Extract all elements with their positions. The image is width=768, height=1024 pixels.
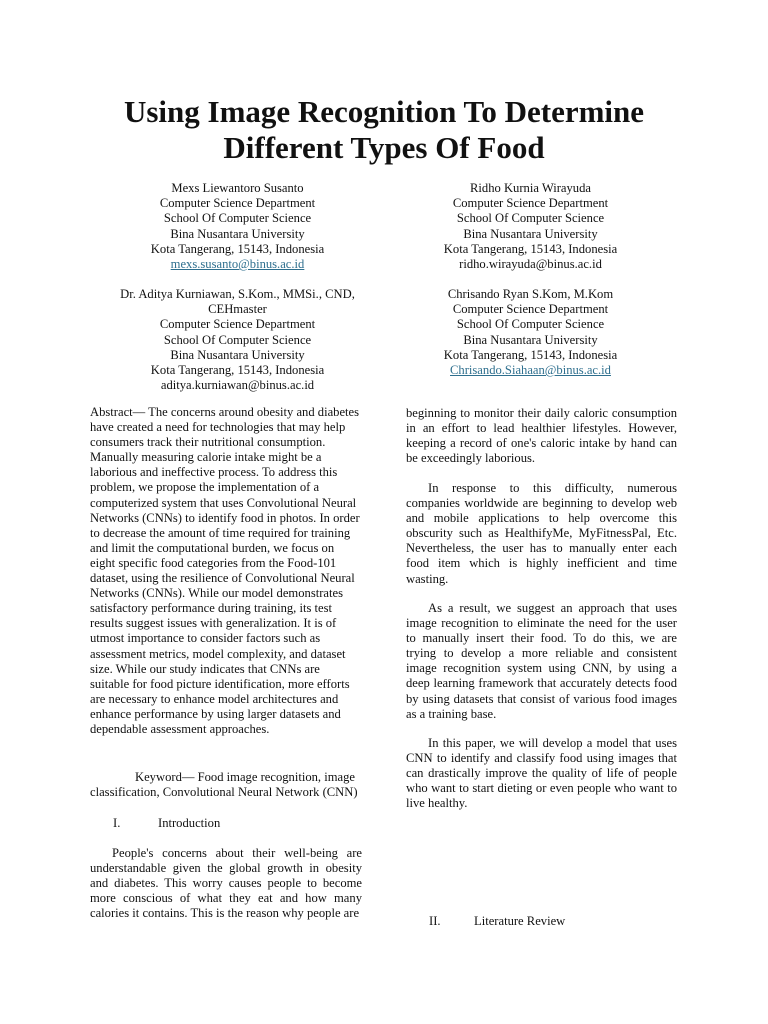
author-department: Computer Science Department <box>159 317 316 332</box>
author-address: Kota Tangerang, 15143, Indonesia <box>150 363 325 378</box>
title-line-1: Using Image Recognition To Determine <box>123 94 645 129</box>
intro-paragraph-3 <box>406 601 677 722</box>
author-university: Bina Nusantara University <box>170 226 305 241</box>
author-block-4 <box>408 287 653 378</box>
author-school: School Of Computer Science <box>163 332 312 347</box>
author-department: Computer Science Department <box>452 196 609 211</box>
author-address: Kota Tangerang, 15143, Indonesia <box>443 347 618 362</box>
keywords <box>90 770 362 800</box>
author-block-1 <box>115 181 360 272</box>
intro-paragraph-1 <box>90 846 362 921</box>
author-school: School Of Computer Science <box>456 211 605 226</box>
author-name: Mexs Liewantoro Susanto <box>171 181 304 195</box>
author-block-3 <box>105 287 370 393</box>
section-title: Introduction <box>158 816 221 830</box>
author-email: ridho.wirayuda@binus.ac.id <box>459 257 602 272</box>
author-name: Ridho Kurnia Wirayuda <box>470 181 591 195</box>
author-school: School Of Computer Science <box>456 317 605 332</box>
keywords-text: Keyword— Food image recognition, image classification, Convolutional Neural Network (CNN) <box>90 770 358 800</box>
author-address: Kota Tangerang, 15143, Indonesia <box>150 241 325 256</box>
author-email-link[interactable]: mexs.susanto@binus.ac.id <box>170 257 305 272</box>
section-heading-introduction <box>113 816 220 831</box>
paragraph-text: In response to this difficulty, numerous companies worldwide are beginning to develop web and mobile applications to help overcome this obscurity such as HealthifyMe, MyFitnessPal, Etc. Nevertheless, the user has to manually enter each food item which is highly inefficient and time wasting. <box>406 481 677 586</box>
author-name: Chrisando Ryan S.Kom, M.Kom <box>447 287 614 301</box>
intro-paragraph-2 <box>406 481 677 587</box>
paragraph-text: In this paper, we will develop a model that uses CNN to identify and classify food using images that can drastically improve the quality of life of people who want to start dieting or even people who want to live healthy. <box>406 736 677 811</box>
author-university: Bina Nusantara University <box>170 347 305 362</box>
abstract <box>90 405 362 737</box>
author-email-link[interactable]: Chrisando.Siahaan@binus.ac.id <box>450 363 611 378</box>
author-address: Kota Tangerang, 15143, Indonesia <box>443 241 618 256</box>
section-title: Literature Review <box>474 914 566 928</box>
author-department: Computer Science Department <box>159 196 316 211</box>
author-department: Computer Science Department <box>452 302 609 317</box>
author-name-cont: CEHmaster <box>208 302 267 317</box>
section-heading-literature-review <box>429 914 565 929</box>
paragraph-text: As a result, we suggest an approach that uses image recognition to eliminate the need for the user to manually insert their food. To do this, we are trying to develop a more reliable and consistent image recognition system using CNN, by using a deep learning framework that accurately detects food by using datasets that consist of various food images as a training base. <box>406 601 677 721</box>
abstract-text: Abstract— The concerns around obesity and diabetes have created a need for technologies that may help consumers track their nutritional consumption. Manually measuring calorie intake might be a laborious and ineffective process. To address this problem, we propose the implementation of a computerized system that uses Convolutional Neural Networks (CNNs) to identify food in photos. In order to decrease the amount of time required for training and limit the computational burden, we focus on eight specific food categories from the Food-101 dataset, using the resilience of Convolutional Neural Networks (CNNs). While our model demonstrates satisfactory performance during training, its test results suggest issues with generalization. It is of utmost importance to consider factors such as assessment metrics, model complexity, and dataset size. While our study indicates that CNNs are suitable for food picture identification, more efforts are necessary to enhance model architectures and enhance performance by using larger datasets and dependable assessment approaches. <box>90 405 360 736</box>
title-line-2: Different Types Of Food <box>223 130 545 165</box>
author-university: Bina Nusantara University <box>463 332 598 347</box>
author-school: School Of Computer Science <box>163 211 312 226</box>
paragraph-text: People's concerns about their well-being are understandable given the global growth in obesity and diabetes. This worry causes people to become more conscious of what they eat and how many calories it contains. This is the reason why people are <box>90 846 362 921</box>
author-block-2 <box>408 181 653 272</box>
section-number: II. <box>429 914 441 928</box>
author-university: Bina Nusantara University <box>463 226 598 241</box>
intro-paragraph-4 <box>406 736 677 811</box>
author-name: Dr. Aditya Kurniawan, S.Kom., MMSi., CND, <box>120 287 355 301</box>
paper-title <box>60 94 708 166</box>
section-number: I. <box>113 816 121 830</box>
paragraph-text: beginning to monitor their daily caloric consumption in an effort to lead healthier lifestyles. However, keeping a record of one's caloric intake by hand can be exceedingly laborious. <box>406 406 677 466</box>
intro-paragraph-1-continued <box>406 406 677 466</box>
author-email: aditya.kurniawan@binus.ac.id <box>160 378 315 393</box>
